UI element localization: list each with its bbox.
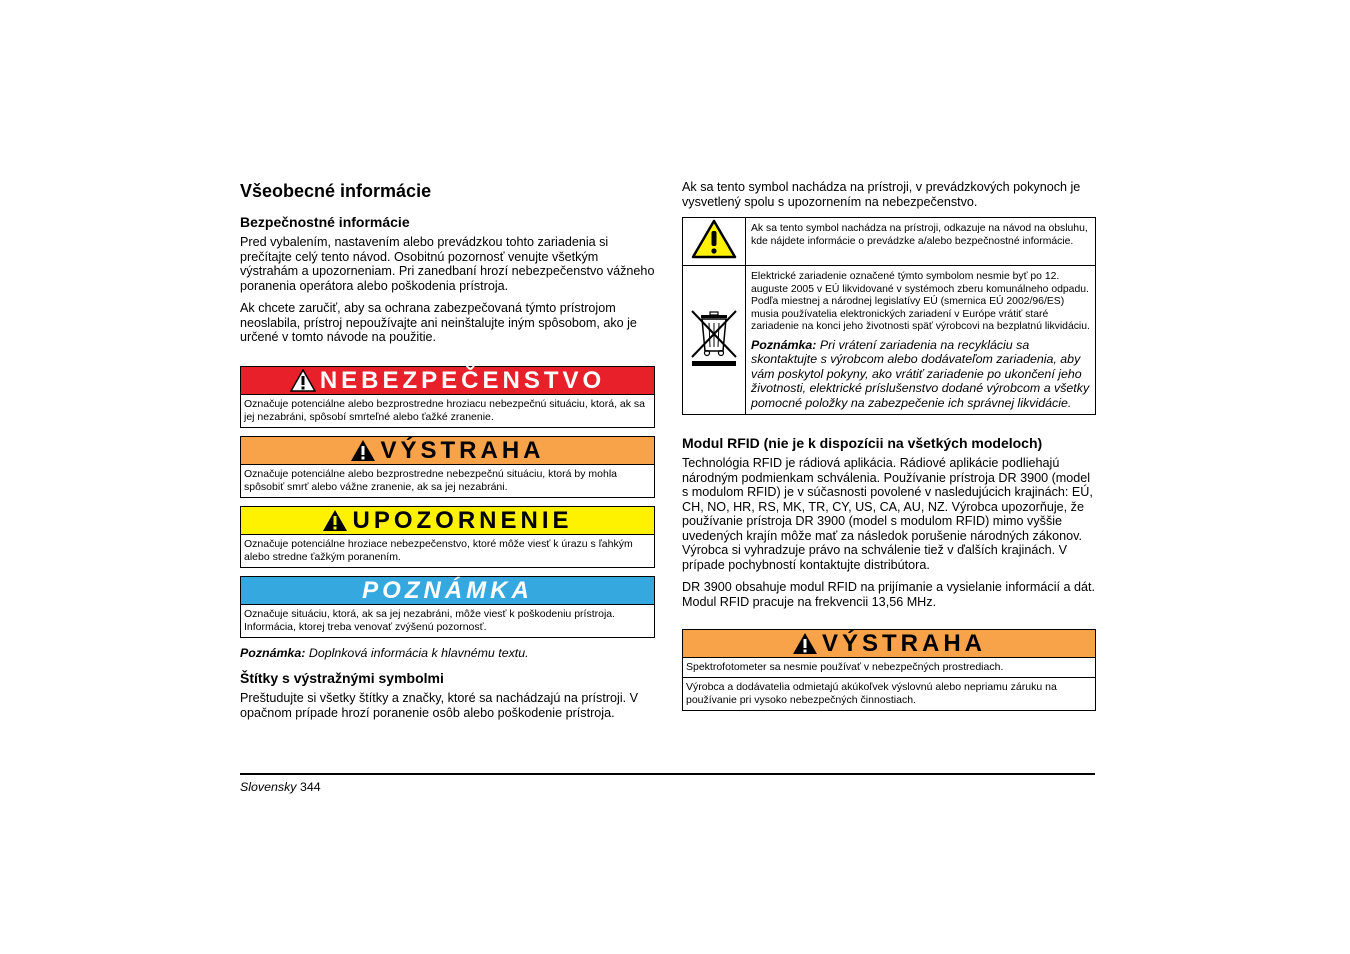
table-row	[683, 218, 1096, 266]
weee-note	[751, 338, 1090, 410]
danger-signal-word: NEBEZPEČENSTVO	[319, 366, 606, 394]
right-column	[682, 180, 1096, 719]
rfid-paragraph-2: DR 3900 obsahuje modul RFID na prijímanie a vysielanie informácií a dát. Modul RFID pracuje na frekvencii 13,56 MHz.	[682, 580, 1095, 609]
symbol-cell	[683, 266, 746, 415]
warning-triangle-icon	[691, 219, 737, 259]
page-title: Všeobecné informácie	[240, 181, 432, 201]
notice-description: Označuje situáciu, ktorá, ak sa jej nezabráni, môže viesť k poškodeniu prístroja. Informácia, ktorej treba venovať zvýšenú pozornosť.	[244, 607, 616, 633]
warning-triangle-icon	[290, 369, 316, 392]
symbol-cell	[683, 218, 746, 266]
warning-header	[241, 437, 654, 465]
footer	[240, 780, 321, 794]
notice-box	[240, 576, 655, 638]
warning-triangle-icon	[322, 509, 348, 532]
caution-header	[241, 507, 654, 535]
weee-text: Elektrické zariadenie označené týmto symbolom nesmie byť po 12. auguste 2005 v EÚ likvidované v systémoch zberu komunálneho odpadu. Podľa miestnej a národnej legislatívy EÚ (smernica EÚ 2002/96/ES) musia používatelia elektronických zariadení v Európe vrátiť staré zariadenie na konci jeho životnosti späť výrobcovi na bezplatnú likvidáciu.	[751, 271, 1090, 333]
symbol-description	[746, 266, 1096, 415]
safety-paragraph-2: Ak chcete zaručiť, aby sa ochrana zabezpečovaná týmto prístrojom neoslabila, prístroj nepoužívajte ani neinštalujte iným spôsobom, ako je určené v tomto návode na použitie.	[240, 301, 637, 344]
danger-header	[241, 367, 654, 395]
danger-box	[240, 366, 655, 428]
labels-heading: Štítky s výstražnými symbolmi	[240, 670, 444, 686]
left-column	[240, 180, 655, 728]
warning-triangle-icon	[792, 632, 818, 655]
note-label: Poznámka:	[240, 645, 306, 660]
note-text: Doplnková informácia k hlavnému textu.	[305, 645, 529, 660]
weee-note-text: Pri vrátení zariadenia na recykláciu sa skontaktujte s výrobcom alebo dodávateľom zariadenia, aby vám poskytol pokyny, ako vrátiť zariadenie po ukončení jeho životnosti, elektrické príslušenstvo dodané výrobcom a všetky pomocné položky na zabezpečenie ich správnej likvidácie.	[751, 337, 1090, 410]
notice-signal-word: POZNÁMKA	[362, 576, 533, 604]
warning-box	[240, 436, 655, 498]
warning-header	[683, 630, 1095, 658]
caution-box	[240, 506, 655, 568]
notice-header	[241, 577, 654, 605]
rfid-heading: Modul RFID (nie je k dispozícii na všetkých modeloch)	[682, 435, 1043, 451]
warning-description-1: Spektrofotometer sa nesmie používať v nebezpečných prostrediach.	[683, 658, 1095, 678]
weee-crossed-bin-icon	[689, 307, 739, 369]
warning-signal-word: VÝSTRAHA	[821, 630, 986, 657]
danger-description: Označuje potenciálne alebo bezprostredne hroziacu nebezpečnú situáciu, ktorá, ak sa jej nezabráni, spôsobí smrteľné alebo ťažké zranenie.	[244, 397, 646, 423]
weee-note-label: Poznámka:	[751, 337, 817, 352]
footer-language: Slovensky	[240, 780, 297, 794]
safety-heading: Bezpečnostné informácie	[240, 214, 410, 230]
rfid-warning-box	[682, 629, 1096, 711]
caution-description: Označuje potenciálne hroziace nebezpečenstvo, ktoré môže viesť k úrazu s ľahkým alebo stredne ťažkým poranením.	[244, 537, 633, 563]
footer-divider	[240, 773, 1095, 775]
warning-description-2: Výrobca a dodávatelia odmietajú akúkoľvek výslovnú alebo nepriamu záruku na používanie pri vysoko nebezpečných činnostiach.	[686, 681, 1057, 706]
note	[240, 646, 655, 661]
caution-signal-word: UPOZORNENIE	[352, 506, 573, 534]
symbol-intro: Ak sa tento symbol nachádza na prístroji, v prevádzkových pokynoch je vysvetlený spolu s upozornením na nebezpečenstvo.	[682, 180, 1081, 209]
warning-description: Označuje potenciálne alebo bezprostredne nebezpečnú situáciu, ktorá by mohla spôsobiť smrť alebo vážne zranenie, ak sa jej nezabráni.	[244, 467, 617, 493]
table-row	[683, 266, 1096, 415]
page-number: 344	[299, 780, 321, 794]
rfid-paragraph-1: Technológia RFID je rádiová aplikácia. Rádiové aplikácie podliehajú národným podmienkam schválenia. Používanie prístroja DR 3900 (model s modulom RFID) je v súčasnosti povolené v nasledujúcich krajinách: EÚ, CH, NO, HR, RS, MK, TR, CY, US, CA, AU, NZ. Výrobca upozorňuje, že používanie prístroja DR 3900 (model s modulom RFID) mimo vyššie uvedených krajín môže mať za následok porušenie národných zákonov. Výrobca si vyhradzuje právo na schválenie tiež v ďalších krajinách. V prípade pochybností kontaktujte distribútora.	[682, 456, 1093, 572]
safety-paragraph-1: Pred vybalením, nastavením alebo prevádzkou tohto zariadenia si prečítajte celý tento návod. Osobitnú pozornosť venujte všetkým výstrahám a upozorneniam. Pri zanedbaní hrozí nebezpečenstvo vážneho poranenia operátora alebo poškodenia prístroja.	[240, 235, 655, 293]
symbol-description: Ak sa tento symbol nachádza na prístroji, odkazuje na návod na obsluhu, kde nájdete informácie o prevádzke a/alebo bezpečnostné informácie.	[746, 218, 1096, 266]
labels-paragraph: Preštudujte si všetky štítky a značky, ktoré sa nachádzajú na prístroji. V opačnom prípade hrozí poranenie osôb alebo poškodenie prístroja.	[240, 691, 639, 720]
symbols-table	[682, 217, 1096, 415]
warning-triangle-icon	[350, 439, 376, 462]
warning-signal-word: VÝSTRAHA	[380, 436, 545, 464]
